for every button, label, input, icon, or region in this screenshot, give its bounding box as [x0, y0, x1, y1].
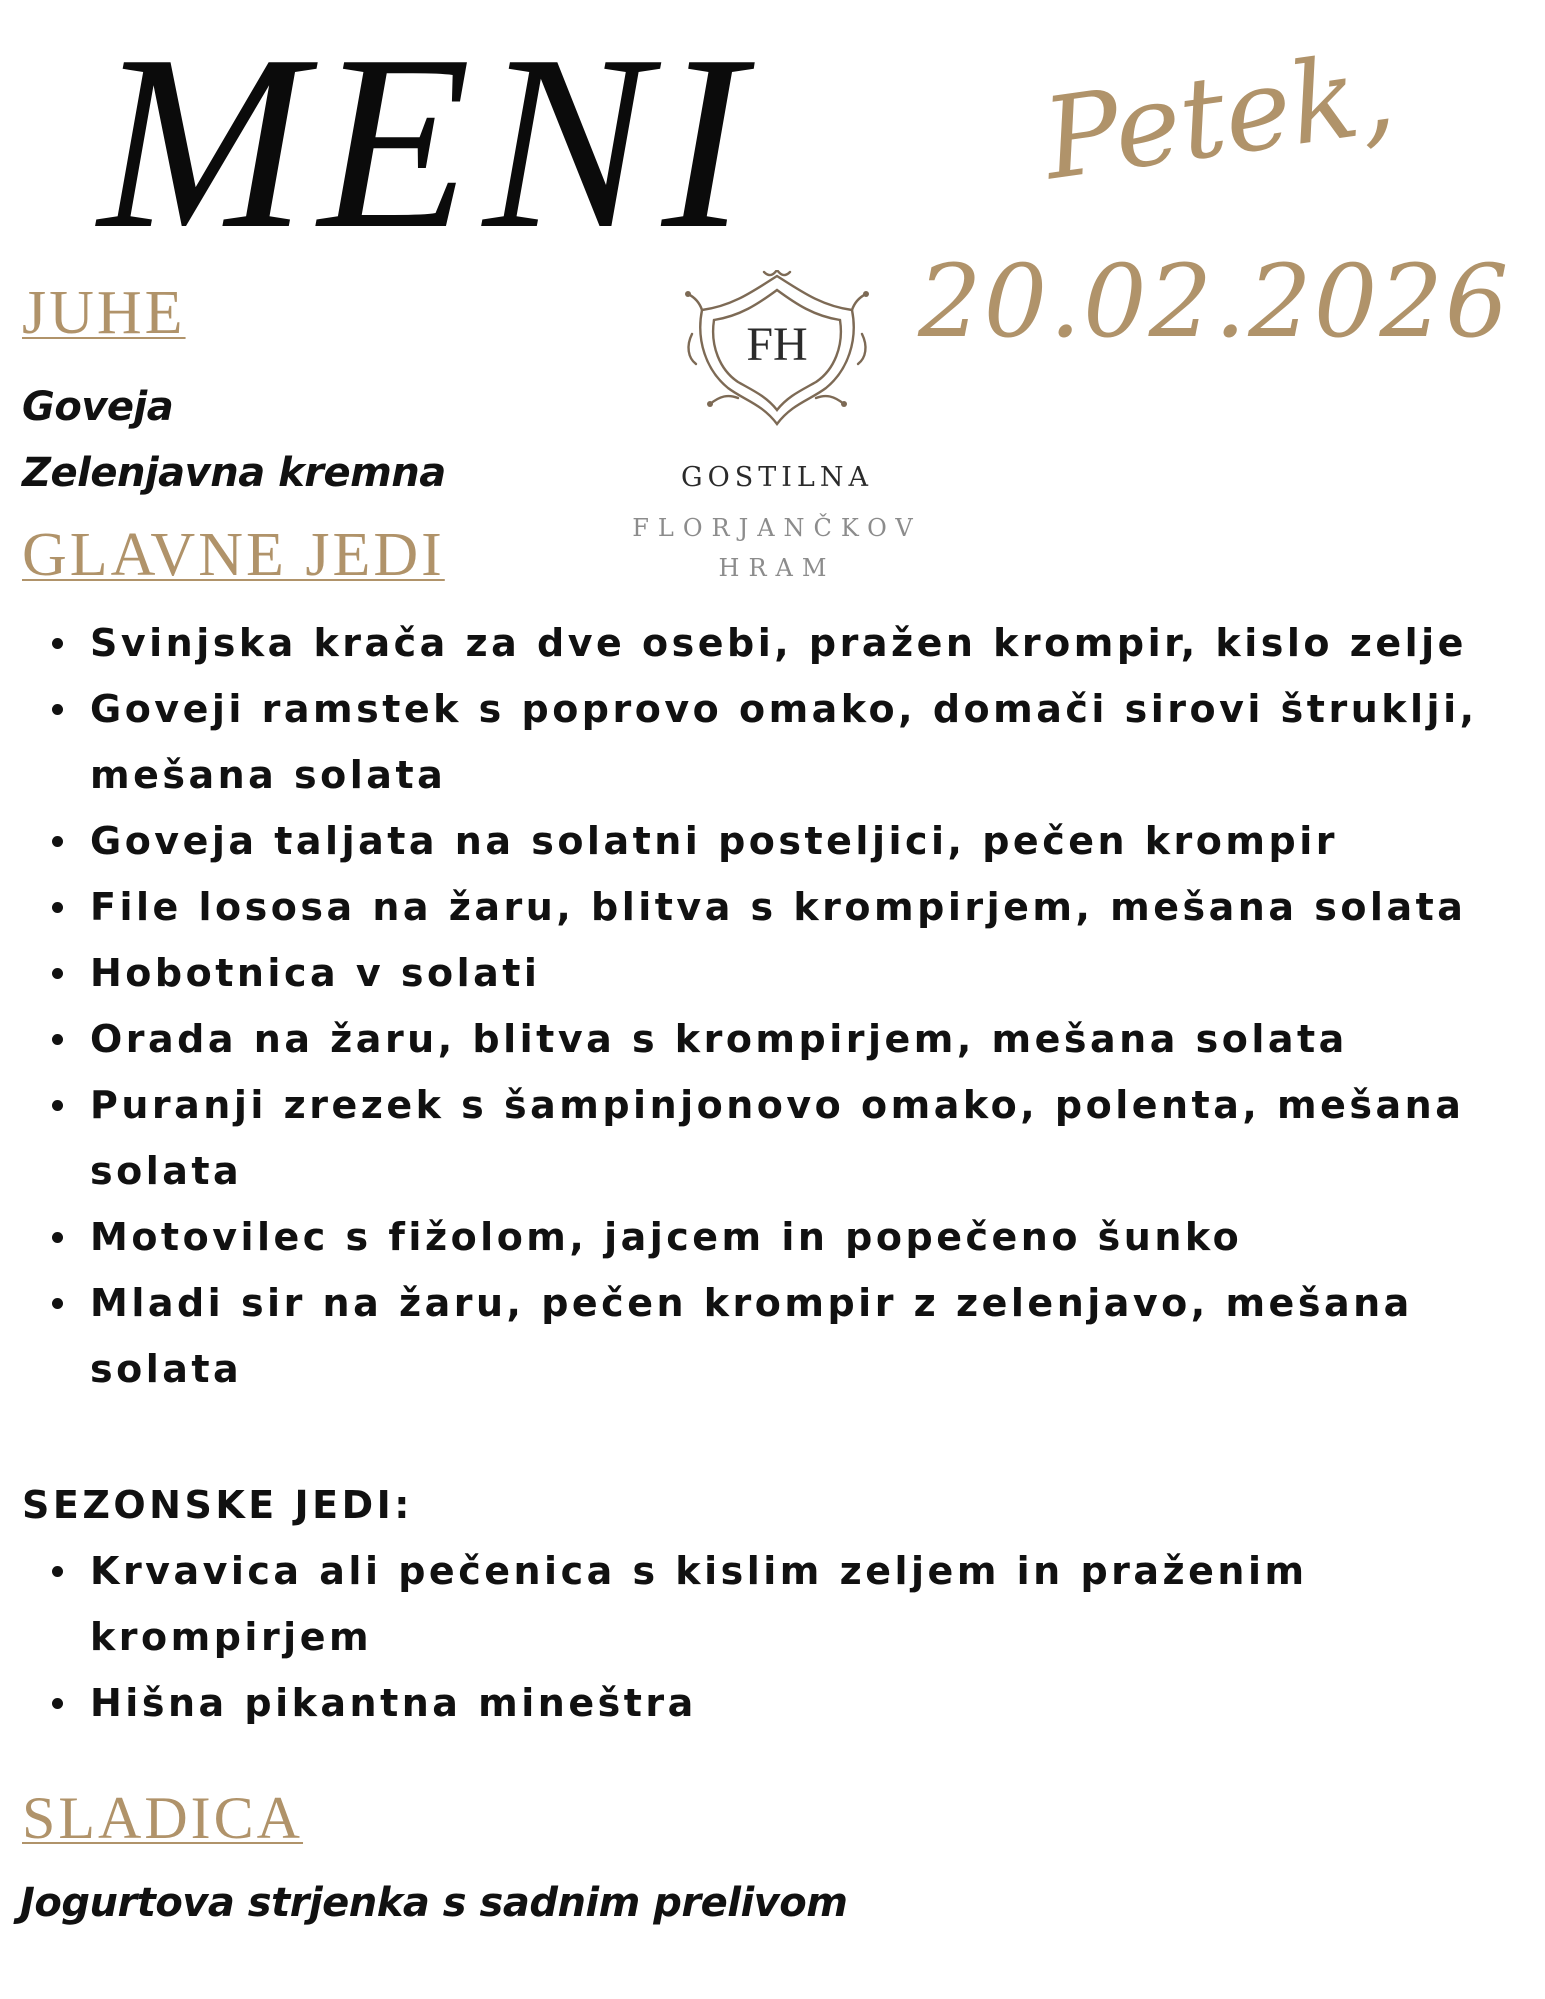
main-dish-item: Orada na žaru, blitva s krompirjem, mešana solata: [0, 1006, 1500, 1072]
main-dish-item: File lososa na žaru, blitva s krompirjem, mešana solata: [0, 874, 1500, 940]
dessert-item: Jogurtova strjenka s sadnim prelivom: [20, 1880, 848, 1926]
seasonal-list: [0, 1538, 1500, 1736]
logo-name: GOSTILNA: [681, 462, 873, 493]
main-dish-item: Hobotnica v solati: [0, 940, 1500, 1006]
main-dish-item: Goveji ramstek s poprovo omako, domači sirovi štruklji, mešana solata: [0, 676, 1500, 808]
seasonal-item: Hišna pikantna mineštra: [0, 1670, 1500, 1736]
seasonal-item: Krvavica ali pečenica s kislim zeljem in praženim krompirjem: [0, 1538, 1500, 1670]
main-dish-item: Goveja taljata na solatni posteljici, pečen krompir: [0, 808, 1500, 874]
crest-emblem-icon: [682, 270, 872, 430]
soups-heading: JUHE: [22, 279, 186, 347]
logo-subtitle-line2: HRAM: [718, 554, 836, 582]
main-dish-item: Motovilec s fižolom, jajcem in popečeno šunko: [0, 1204, 1500, 1270]
soup-item: Goveja: [22, 384, 174, 430]
main-dish-item: Puranji zrezek s šampinjonovo omako, polenta, mešana solata: [0, 1072, 1500, 1204]
restaurant-logo: [612, 270, 942, 590]
dessert-heading: SLADICA: [22, 1785, 304, 1851]
soups-list: [22, 374, 446, 506]
logo-subtitle-line1: FLORJANČKOV: [632, 514, 922, 542]
main-dish-item: Mladi sir na žaru, pečen krompir z zelenjavo, mešana solata: [0, 1270, 1500, 1402]
logo-monogram: FH: [746, 318, 808, 371]
main-dishes-heading: GLAVNE JEDI: [22, 521, 445, 589]
main-dish-item: Svinjska krača za dve osebi, pražen krompir, kislo zelje: [0, 610, 1500, 676]
menu-date: 20.02.2026: [918, 243, 1511, 360]
seasonal-heading: SEZONSKE JEDI:: [22, 1483, 413, 1527]
main-dishes-list: [0, 610, 1500, 1402]
soup-item: Zelenjavna kremna: [22, 450, 446, 496]
menu-day: Petek,: [1035, 27, 1403, 206]
menu-title: MENI: [98, 4, 757, 281]
